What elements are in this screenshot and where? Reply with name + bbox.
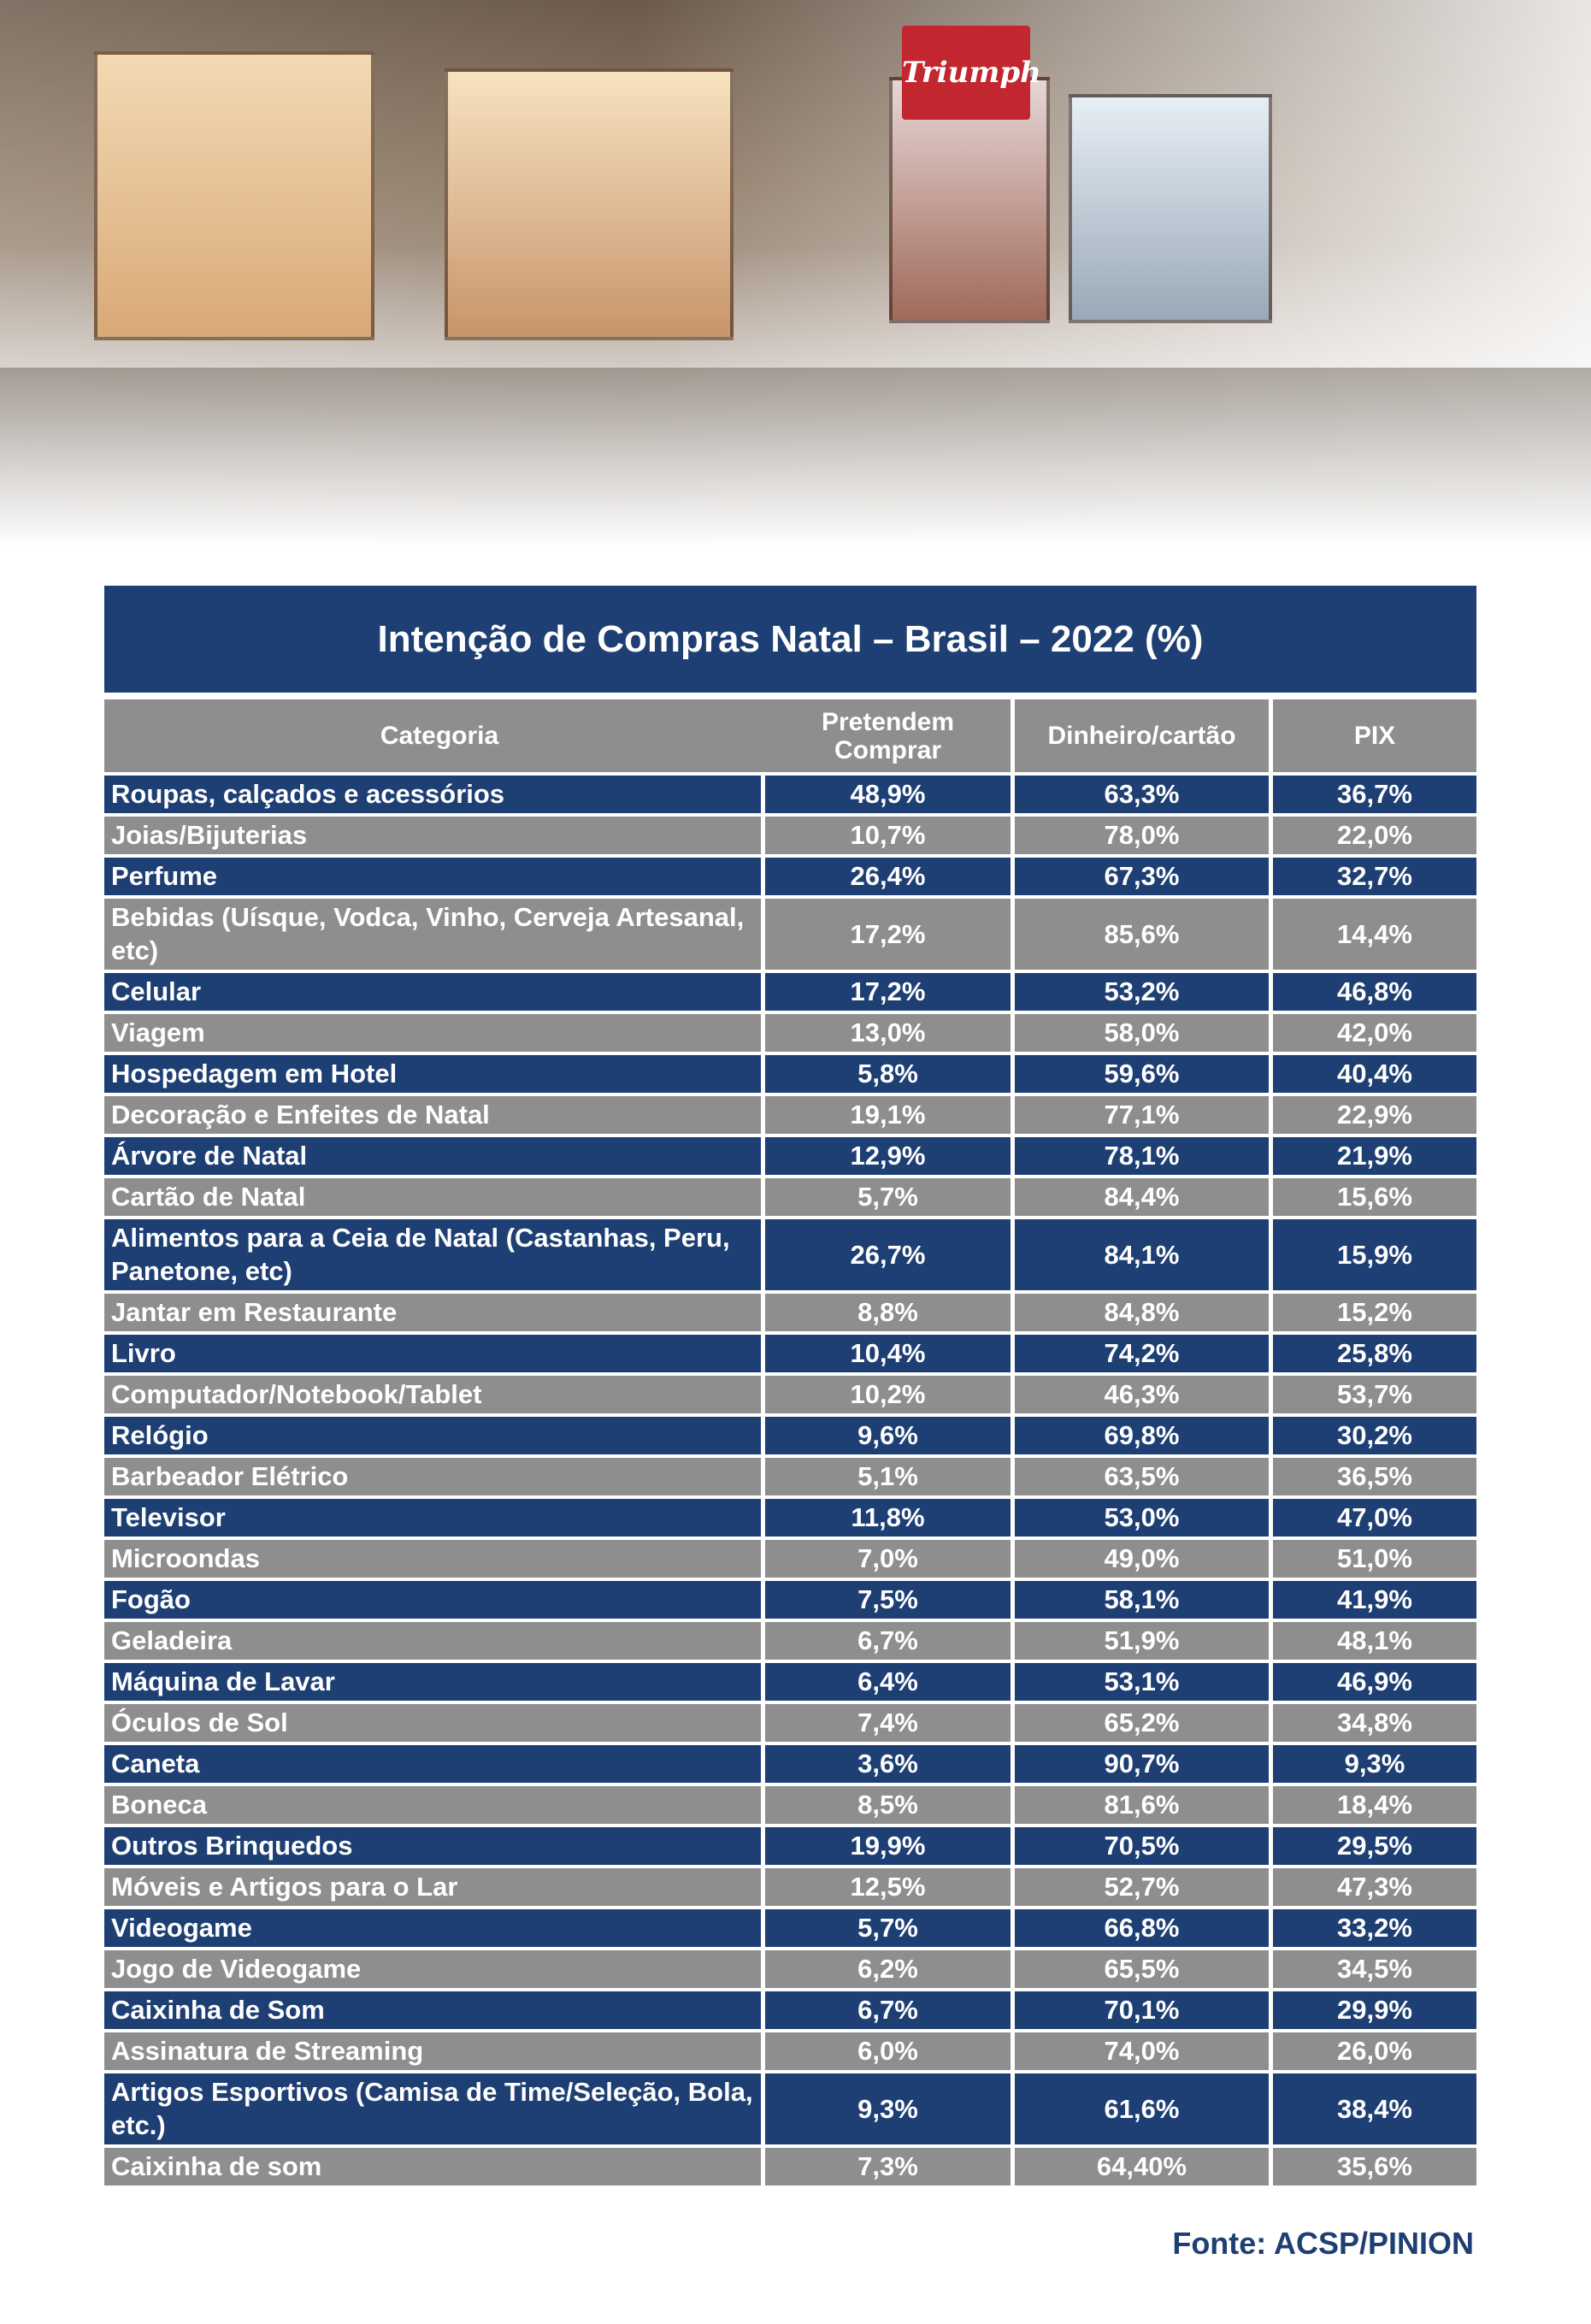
table-row: [104, 1950, 1476, 1988]
pretendem-comprar-cell: 6,0%: [765, 2032, 1011, 2070]
pix-cell: 26,0%: [1273, 2032, 1476, 2070]
table-row: [104, 1827, 1476, 1865]
dinheiro-cartao-cell: 90,7%: [1015, 1745, 1269, 1783]
dinheiro-cartao-cell: 59,6%: [1015, 1055, 1269, 1093]
column-header-pix: PIX: [1273, 699, 1476, 772]
category-cell: Jogo de Videogame: [104, 1950, 761, 1988]
table-row: [104, 817, 1476, 854]
pix-cell: 21,9%: [1273, 1137, 1476, 1175]
pretendem-comprar-cell: 6,7%: [765, 1622, 1011, 1660]
category-cell: Geladeira: [104, 1622, 761, 1660]
pretendem-comprar-cell: 12,5%: [765, 1868, 1011, 1906]
mall-floor: [0, 368, 1591, 547]
category-cell: Caneta: [104, 1745, 761, 1783]
category-cell: Televisor: [104, 1499, 761, 1537]
pretendem-comprar-cell: 3,6%: [765, 1745, 1011, 1783]
dinheiro-cartao-cell: 51,9%: [1015, 1622, 1269, 1660]
pretendem-comprar-cell: 11,8%: [765, 1499, 1011, 1537]
category-cell: Videogame: [104, 1909, 761, 1947]
category-cell: Alimentos para a Ceia de Natal (Castanhas, Peru, Panetone, etc): [104, 1219, 761, 1290]
pix-cell: 22,0%: [1273, 817, 1476, 854]
pix-cell: 34,5%: [1273, 1950, 1476, 1988]
pretendem-comprar-cell: 8,8%: [765, 1294, 1011, 1331]
pretendem-comprar-cell: 5,7%: [765, 1909, 1011, 1947]
table-row: [104, 1704, 1476, 1742]
table-row: [104, 1868, 1476, 1906]
pretendem-comprar-cell: 7,5%: [765, 1581, 1011, 1619]
pretendem-comprar-cell: 7,3%: [765, 2148, 1011, 2185]
pretendem-comprar-cell: 6,7%: [765, 1991, 1011, 2029]
storefront-image: [445, 68, 734, 340]
pix-cell: 15,9%: [1273, 1219, 1476, 1290]
category-cell: Celular: [104, 973, 761, 1011]
pix-cell: 34,8%: [1273, 1704, 1476, 1742]
table-row: [104, 1499, 1476, 1537]
dinheiro-cartao-cell: 67,3%: [1015, 858, 1269, 895]
table-row: [104, 1581, 1476, 1619]
pix-cell: 14,4%: [1273, 899, 1476, 970]
dinheiro-cartao-cell: 63,3%: [1015, 776, 1269, 813]
table-row: [104, 1294, 1476, 1331]
category-cell: Fogão: [104, 1581, 761, 1619]
dinheiro-cartao-cell: 53,1%: [1015, 1663, 1269, 1701]
dinheiro-cartao-cell: 84,8%: [1015, 1294, 1269, 1331]
pix-cell: 48,1%: [1273, 1622, 1476, 1660]
category-cell: Roupas, calçados e acessórios: [104, 776, 761, 813]
pretendem-comprar-cell: 10,7%: [765, 817, 1011, 854]
dinheiro-cartao-cell: 58,0%: [1015, 1014, 1269, 1052]
category-cell: Boneca: [104, 1786, 761, 1824]
pretendem-comprar-cell: 6,4%: [765, 1663, 1011, 1701]
pix-cell: 22,9%: [1273, 1096, 1476, 1134]
dinheiro-cartao-cell: 66,8%: [1015, 1909, 1269, 1947]
pix-cell: 46,9%: [1273, 1663, 1476, 1701]
table-row: [104, 776, 1476, 813]
pix-cell: 29,9%: [1273, 1991, 1476, 2029]
table-row: [104, 1745, 1476, 1783]
table-row: [104, 1458, 1476, 1495]
pix-cell: 30,2%: [1273, 1417, 1476, 1454]
pix-cell: 42,0%: [1273, 1014, 1476, 1052]
pretendem-comprar-cell: 17,2%: [765, 899, 1011, 970]
table-row: [104, 1376, 1476, 1413]
pretendem-comprar-cell: 19,9%: [765, 1827, 1011, 1865]
table-row: [104, 1178, 1476, 1216]
pretendem-comprar-cell: 5,1%: [765, 1458, 1011, 1495]
dinheiro-cartao-cell: 63,5%: [1015, 1458, 1269, 1495]
source-note: Fonte: ACSP/PINION: [1172, 2226, 1474, 2261]
category-cell: Microondas: [104, 1540, 761, 1578]
dinheiro-cartao-cell: 65,2%: [1015, 1704, 1269, 1742]
pretendem-comprar-cell: 9,6%: [765, 1417, 1011, 1454]
table-row: [104, 2148, 1476, 2185]
table-row: [104, 2032, 1476, 2070]
table-title: Intenção de Compras Natal – Brasil – 2022 (%): [104, 586, 1476, 693]
dinheiro-cartao-cell: 84,1%: [1015, 1219, 1269, 1290]
pretendem-comprar-cell: 5,7%: [765, 1178, 1011, 1216]
table-row: [104, 1055, 1476, 1093]
category-cell: Caixinha de Som: [104, 1991, 761, 2029]
table-row: [104, 1096, 1476, 1134]
category-cell: Jantar em Restaurante: [104, 1294, 761, 1331]
storefront-image: [94, 51, 374, 340]
table-row: [104, 1137, 1476, 1175]
table-row: [104, 1540, 1476, 1578]
pretendem-comprar-cell: 13,0%: [765, 1014, 1011, 1052]
category-cell: Máquina de Lavar: [104, 1663, 761, 1701]
category-cell: Viagem: [104, 1014, 761, 1052]
category-cell: Árvore de Natal: [104, 1137, 761, 1175]
table-row: [104, 858, 1476, 895]
category-cell: Computador/Notebook/Tablet: [104, 1376, 761, 1413]
pix-cell: 32,7%: [1273, 858, 1476, 895]
table-header-row: [104, 699, 1476, 772]
category-cell: Hospedagem em Hotel: [104, 1055, 761, 1093]
table-row: [104, 1991, 1476, 2029]
pix-cell: 36,7%: [1273, 776, 1476, 813]
pretendem-comprar-cell: 17,2%: [765, 973, 1011, 1011]
dinheiro-cartao-cell: 61,6%: [1015, 2073, 1269, 2144]
pix-cell: 36,5%: [1273, 1458, 1476, 1495]
table-row: [104, 1335, 1476, 1372]
pretendem-comprar-cell: 12,9%: [765, 1137, 1011, 1175]
dinheiro-cartao-cell: 78,0%: [1015, 817, 1269, 854]
dinheiro-cartao-cell: 53,2%: [1015, 973, 1269, 1011]
category-cell: Livro: [104, 1335, 761, 1372]
dinheiro-cartao-cell: 81,6%: [1015, 1786, 1269, 1824]
pretendem-comprar-cell: 10,2%: [765, 1376, 1011, 1413]
table-body: [104, 776, 1476, 2189]
category-cell: Móveis e Artigos para o Lar: [104, 1868, 761, 1906]
pix-cell: 15,6%: [1273, 1178, 1476, 1216]
dinheiro-cartao-cell: 69,8%: [1015, 1417, 1269, 1454]
pretendem-comprar-cell: 9,3%: [765, 2073, 1011, 2144]
table-row: [104, 973, 1476, 1011]
table-row: [104, 2073, 1476, 2144]
pretendem-comprar-cell: 7,0%: [765, 1540, 1011, 1578]
category-cell: Relógio: [104, 1417, 761, 1454]
table-row: [104, 1014, 1476, 1052]
category-cell: Outros Brinquedos: [104, 1827, 761, 1865]
pix-cell: 9,3%: [1273, 1745, 1476, 1783]
pix-cell: 41,9%: [1273, 1581, 1476, 1619]
pix-cell: 53,7%: [1273, 1376, 1476, 1413]
table-row: [104, 1219, 1476, 1290]
column-header-categoria: Categoria: [104, 699, 768, 772]
category-cell: Bebidas (Uísque, Vodca, Vinho, Cerveja Artesanal, etc): [104, 899, 761, 970]
dinheiro-cartao-cell: 70,1%: [1015, 1991, 1269, 2029]
table-row: [104, 1786, 1476, 1824]
pix-cell: 15,2%: [1273, 1294, 1476, 1331]
pretendem-comprar-cell: 10,4%: [765, 1335, 1011, 1372]
dinheiro-cartao-cell: 58,1%: [1015, 1581, 1269, 1619]
pix-cell: 18,4%: [1273, 1786, 1476, 1824]
category-cell: Caixinha de som: [104, 2148, 761, 2185]
dinheiro-cartao-cell: 52,7%: [1015, 1868, 1269, 1906]
pix-cell: 35,6%: [1273, 2148, 1476, 2185]
pix-cell: 33,2%: [1273, 1909, 1476, 1947]
category-cell: Óculos de Sol: [104, 1704, 761, 1742]
category-cell: Joias/Bijuterias: [104, 817, 761, 854]
pretendem-comprar-cell: 6,2%: [765, 1950, 1011, 1988]
pretendem-comprar-cell: 26,4%: [765, 858, 1011, 895]
table-row: [104, 1909, 1476, 1947]
pretendem-comprar-cell: 7,4%: [765, 1704, 1011, 1742]
dinheiro-cartao-cell: 53,0%: [1015, 1499, 1269, 1537]
category-cell: Decoração e Enfeites de Natal: [104, 1096, 761, 1134]
pix-cell: 40,4%: [1273, 1055, 1476, 1093]
dinheiro-cartao-cell: 78,1%: [1015, 1137, 1269, 1175]
pretendem-comprar-cell: 5,8%: [765, 1055, 1011, 1093]
dinheiro-cartao-cell: 77,1%: [1015, 1096, 1269, 1134]
dinheiro-cartao-cell: 84,4%: [1015, 1178, 1269, 1216]
dinheiro-cartao-cell: 46,3%: [1015, 1376, 1269, 1413]
pix-cell: 25,8%: [1273, 1335, 1476, 1372]
table-row: [104, 1622, 1476, 1660]
category-cell: Assinatura de Streaming: [104, 2032, 761, 2070]
category-cell: Barbeador Elétrico: [104, 1458, 761, 1495]
category-cell: Perfume: [104, 858, 761, 895]
storefront-image: [1069, 94, 1272, 323]
pretendem-comprar-cell: 19,1%: [765, 1096, 1011, 1134]
pretendem-comprar-cell: 48,9%: [765, 776, 1011, 813]
table-row: [104, 1663, 1476, 1701]
table-row: [104, 899, 1476, 970]
mall-photo-background: [0, 0, 1591, 547]
dinheiro-cartao-cell: 49,0%: [1015, 1540, 1269, 1578]
dinheiro-cartao-cell: 74,2%: [1015, 1335, 1269, 1372]
dinheiro-cartao-cell: 85,6%: [1015, 899, 1269, 970]
dinheiro-cartao-cell: 74,0%: [1015, 2032, 1269, 2070]
store-sign-logo: Triumph: [902, 26, 1030, 120]
dinheiro-cartao-cell: 65,5%: [1015, 1950, 1269, 1988]
dinheiro-cartao-cell: 70,5%: [1015, 1827, 1269, 1865]
pretendem-comprar-cell: 8,5%: [765, 1786, 1011, 1824]
dinheiro-cartao-cell: 64,40%: [1015, 2148, 1269, 2185]
column-header-dinheiro-cartao: Dinheiro/cartão: [1015, 699, 1269, 772]
table-row: [104, 1417, 1476, 1454]
pix-cell: 29,5%: [1273, 1827, 1476, 1865]
column-header-pretendem-comprar: Pretendem Comprar: [765, 699, 1011, 772]
pix-cell: 46,8%: [1273, 973, 1476, 1011]
category-cell: Cartão de Natal: [104, 1178, 761, 1216]
pix-cell: 51,0%: [1273, 1540, 1476, 1578]
pix-cell: 47,3%: [1273, 1868, 1476, 1906]
pix-cell: 47,0%: [1273, 1499, 1476, 1537]
pix-cell: 38,4%: [1273, 2073, 1476, 2144]
category-cell: Artigos Esportivos (Camisa de Time/Seleção, Bola, etc.): [104, 2073, 761, 2144]
pretendem-comprar-cell: 26,7%: [765, 1219, 1011, 1290]
